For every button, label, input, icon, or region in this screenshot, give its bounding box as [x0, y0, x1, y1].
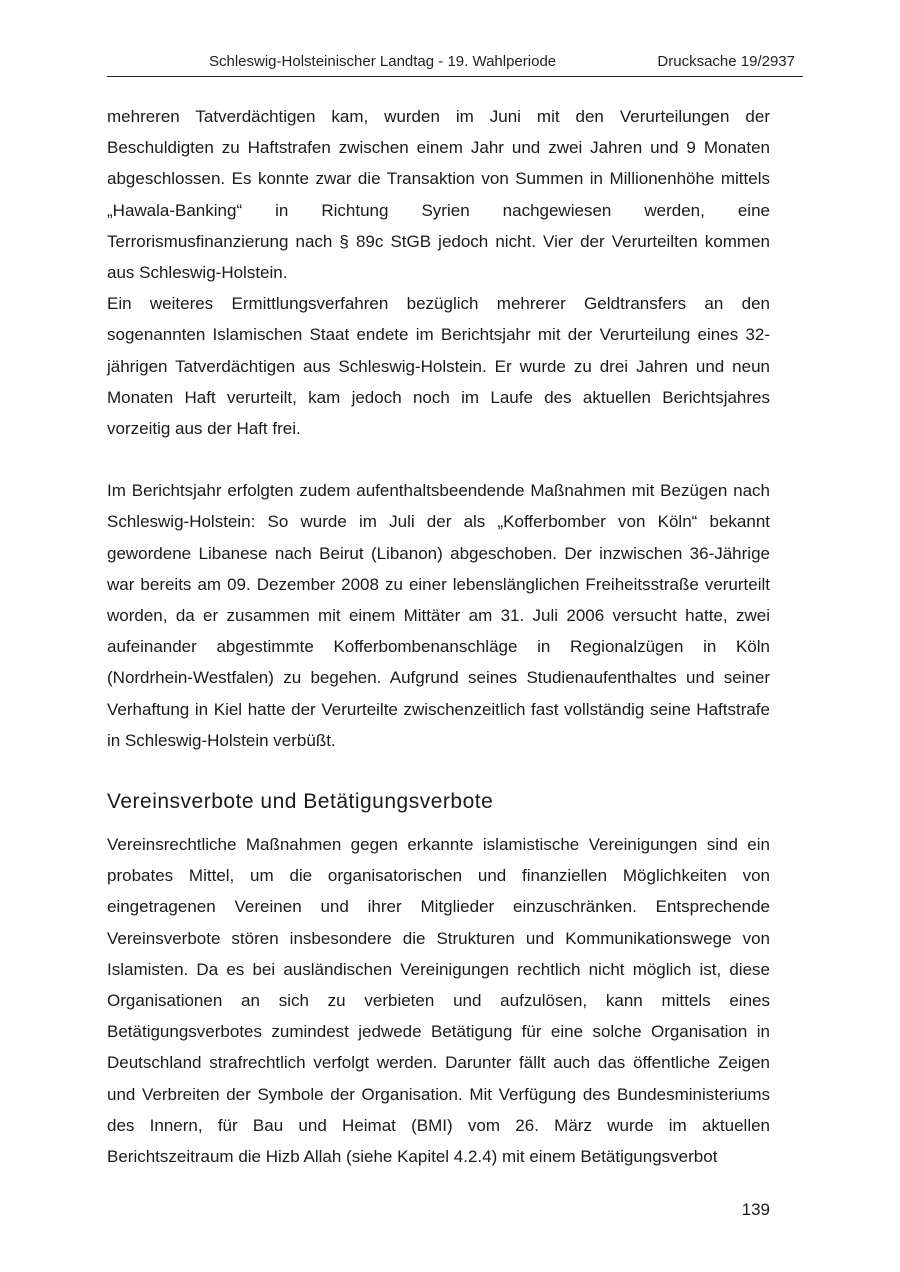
- paragraph-1: mehreren Tatverdächtigen kam, wurden im Juni mit den Verurteilungen der Beschuldigten zu Haftstrafen zwischen einem Jahr und zwei Jahren und 9 Monaten abgeschlossen. Es konnte zwar die Transaktion von Summen in Millionenhöhe mittels „Hawala-Banking“ in Richtung Syrien nachgewiesen werden, eine Terrorismusfinanzierung nach § 89c StGB jedoch nicht. Vier der Verurteilten kommen aus Schleswig-Holstein.: [107, 107, 770, 283]
- page-number: 139: [741, 1200, 770, 1219]
- paragraph-4: Vereinsrechtliche Maßnahmen gegen erkannte islamistische Vereinigungen sind ein probates Mittel, um die organisatorischen und finanziellen Möglichkeiten von eingetragenen Vereinen und ihrer Mitglieder einzuschränken. Entsprechende Vereinsverbote stören insbesondere die Strukturen und Kommunikationswege von Islamisten. Da es bei ausländischen Vereinigungen rechtlich nicht möglich ist, diese Organisationen an sich zu verbieten und aufzulösen, kann mittels eines Betätigungsverbotes zumindest jedwede Betätigung für eine solche Organisation in Deutschland strafrechtlich verfolgt werden. Darunter fällt auch das öffentliche Zeigen und Verbreiten der Symbole der Organisation. Mit Verfügung des Bundesministeriums des Innern, für Bau und Heimat (BMI) vom 26. März wurde im aktuellen Berichtszeitraum die Hizb Allah (siehe Kapitel 4.2.4) mit einem Betätigungsverbot: [107, 835, 770, 1167]
- page-body: [107, 101, 770, 1172]
- header-title: Schleswig-Holsteinischer Landtag - 19. Wahlperiode: [209, 53, 557, 70]
- paragraph-3: Im Berichtsjahr erfolgten zudem aufenthaltsbeendende Maßnahmen mit Bezügen nach Schleswig-Holstein: So wurde im Juli der als „Kofferbomber von Köln“ bekannt gewordene Libanese nach Beirut (Libanon) abgeschoben. Der inzwischen 36-Jährige war bereits am 09. Dezember 2008 zu einer lebenslänglichen Freiheitsstraße verurteilt worden, da er zusammen mit einem Mittäter am 31. Juli 2006 versucht hatte, zwei aufeinander abgestimmte Kofferbombenanschläge in Regionalzügen in Köln (Nordrhein-Westfalen) zu begehen. Aufgrund seines Studienaufenthaltes und seiner Verhaftung in Kiel hatte der Verurteilte zwischenzeitlich fast vollständig seine Haftstrafe in Schleswig-Holstein verbüßt.: [107, 481, 770, 750]
- section-heading-wrap: [107, 787, 770, 817]
- page-header: [107, 52, 803, 77]
- paragraph-2: Ein weiteres Ermittlungsverfahren bezüglich mehrerer Geldtransfers an den sogenannten Islamischen Staat endete im Berichtsjahr mit der Verurteilung eines 32-jährigen Tatverdächtigen aus Schleswig-Holstein. Er wurde zu drei Jahren und neun Monaten Haft verurteilt, kam jedoch noch im Laufe des aktuellen Berichtsjahres vorzeitig aus der Haft frei.: [107, 294, 770, 439]
- paragraph-spacer: [107, 444, 770, 475]
- section-heading: Vereinsverbote und Betätigungsverbote: [107, 790, 494, 814]
- header-document-number: Drucksache 19/2937: [657, 53, 795, 70]
